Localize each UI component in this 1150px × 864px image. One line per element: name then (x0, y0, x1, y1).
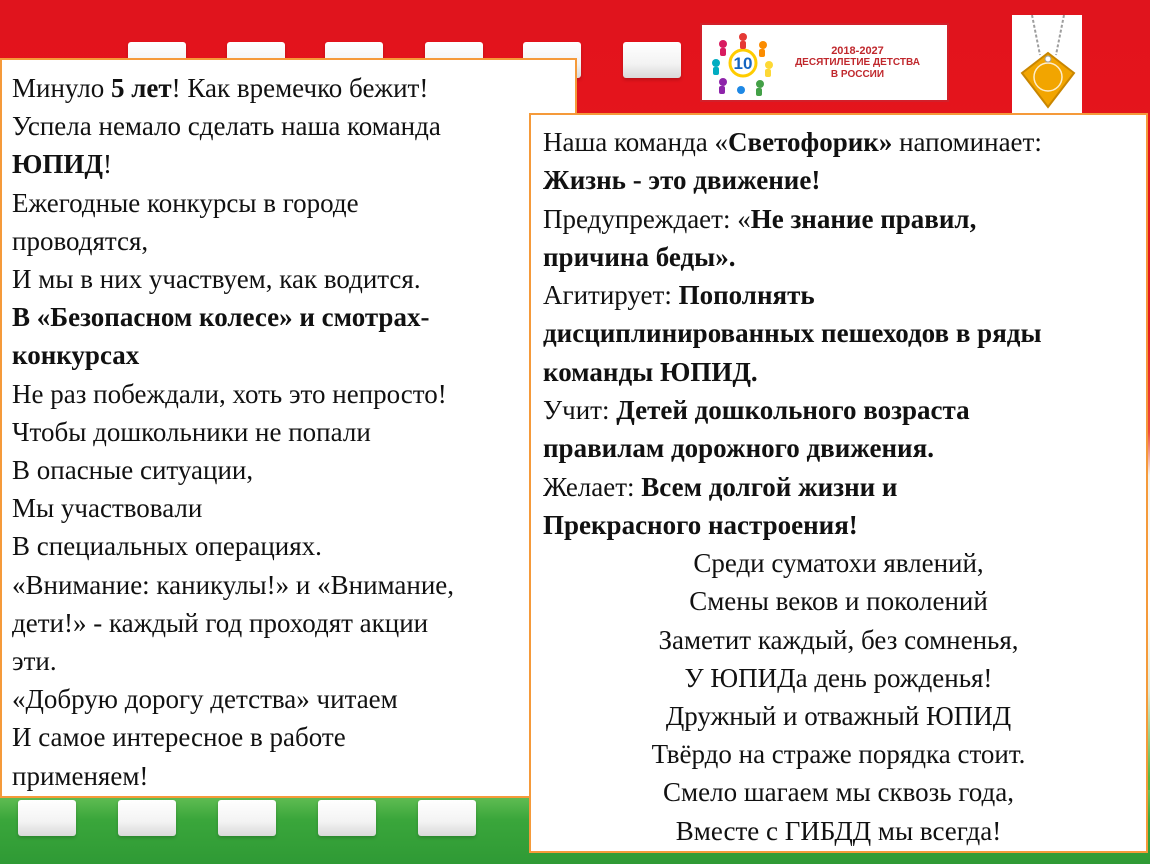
right-text-panel (529, 113, 1148, 853)
yupid-badge-tag-icon (1012, 15, 1082, 115)
left-line-15: дети!» - каждый год проходят акции (12, 607, 429, 638)
left-line-6: И мы в них участвуем, как водится. (12, 264, 421, 295)
left-line-5: проводятся, (12, 225, 149, 256)
right-line-8: Учит: Детей дошкольного возраста (543, 395, 970, 426)
poem-line: Вместе с ГИБДД мы всегда! (675, 815, 1002, 846)
left-line-7: В «Безопасном колесе» и смотрах- (12, 302, 430, 333)
poem-block (543, 544, 1146, 850)
poem-line: Дружный и отважный ЮПИД (665, 701, 1012, 732)
poem-line: Смены веков и поколений (689, 586, 988, 617)
left-line-9: Не раз побеждали, хоть это непросто! (12, 378, 447, 409)
background-top-band (0, 0, 1150, 40)
right-line-5: Агитирует: Пополнять (543, 280, 815, 311)
right-line-1: Наша команда «Светофорик» напоминает: (543, 127, 1042, 157)
left-line-1: Минуло 5 лет! Как времечко бежит! (12, 73, 429, 103)
left-line-14: «Внимание: каникулы!» и «Внимание, (12, 569, 455, 600)
decade-of-childhood-logo (700, 23, 949, 102)
poem-line: Смело шагаем мы сквозь года, (663, 777, 1014, 808)
left-line-12: Мы участвовали (12, 493, 203, 524)
right-line-4: причина беды». (543, 241, 736, 272)
left-line-19: применяем! (12, 760, 149, 791)
logo-line-1: ДЕСЯТИЛЕТИЕ ДЕТСТВА (795, 56, 920, 68)
left-line-2: Успела немало сделать наша команда (12, 111, 441, 142)
left-line-13: В специальных операциях. (12, 531, 322, 562)
svg-text:10: 10 (733, 53, 753, 73)
right-line-9: правилам дорожного движения. (543, 433, 934, 464)
left-line-11: В опасные ситуации, (12, 455, 254, 486)
left-line-3: ЮПИД! (12, 149, 112, 180)
right-line-11: Прекрасного настроения! (543, 509, 858, 540)
poem-line: Твёрдо на страже порядка стоит. (651, 739, 1026, 770)
logo-line-2: В РОССИИ (830, 68, 885, 80)
logo-years: 2018-2027 (831, 44, 884, 57)
right-line-2: Жизнь - это движение! (543, 165, 821, 196)
poem-line: Среди суматохи явлений, (693, 548, 984, 579)
right-line-10: Желает: Всем долгой жизни и (543, 471, 898, 502)
right-line-7: команды ЮПИД. (543, 356, 758, 387)
right-line-3: Предупреждает: «Не знание правил, (543, 203, 977, 234)
left-line-10: Чтобы дошкольники не попали (12, 416, 371, 447)
right-line-6: дисциплинированных пешеходов в ряды (543, 318, 1042, 349)
poem-line: Заметит каждый, без сомненья, (658, 624, 1019, 655)
left-text-panel (0, 58, 577, 798)
logo-caption (778, 45, 947, 81)
left-line-16: эти. (12, 646, 57, 677)
left-line-17: «Добрую дорогу детства» читаем (12, 684, 398, 715)
poem-line: У ЮПИДа день рожденья! (684, 662, 993, 693)
left-line-8: конкурсах (12, 340, 140, 371)
children-circle-icon (708, 28, 778, 98)
left-line-18: И самое интересное в работе (12, 722, 346, 753)
left-line-4: Ежегодные конкурсы в городе (12, 187, 359, 218)
